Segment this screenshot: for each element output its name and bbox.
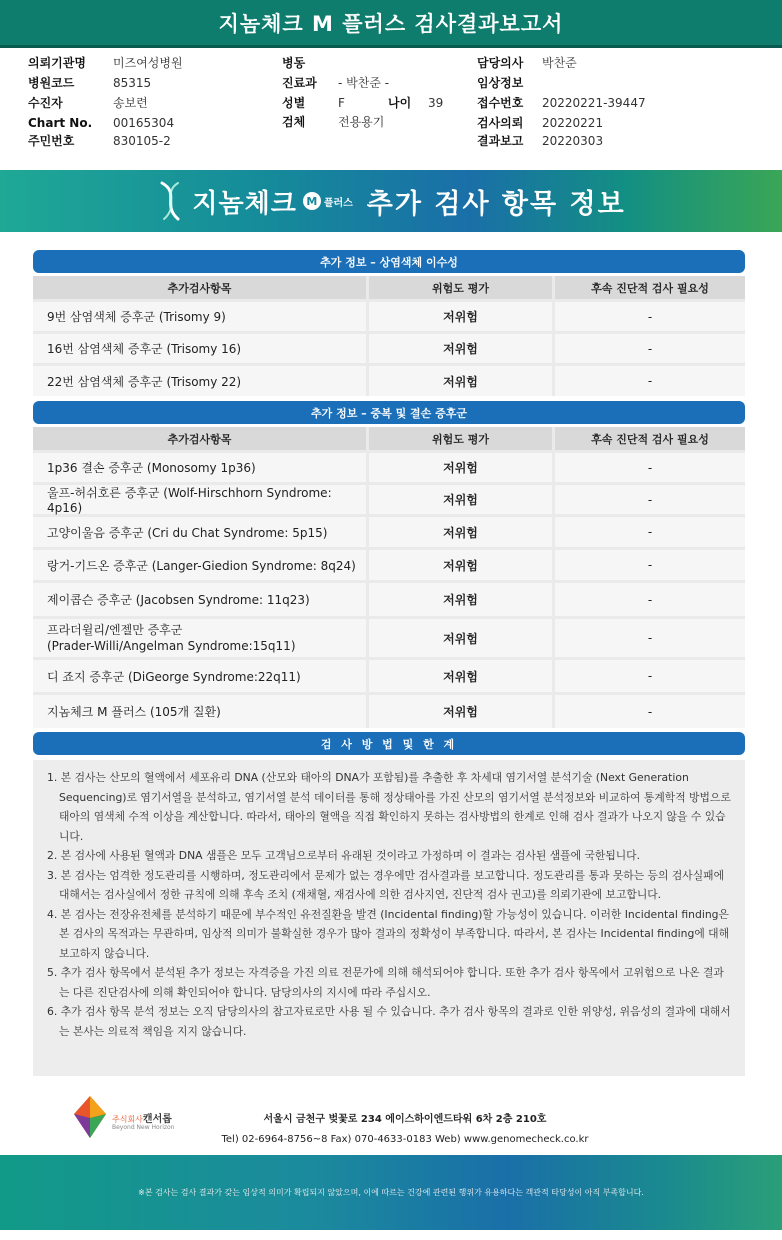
table-header-followup: 후속 진단적 검사 필요성	[555, 427, 745, 450]
table-header-item: 추가검사항목	[33, 276, 366, 299]
info-resident-no: 주민번호 830105-2	[28, 134, 171, 148]
table-row-followup: -	[555, 453, 745, 482]
company-tagline: Beyond New Horizon	[112, 1124, 175, 1131]
report-title: 지놈체크 M 플러스 검사결과보고서	[218, 11, 564, 36]
table-row-risk: 저위험	[369, 660, 552, 692]
banner-plus-text: 플러스	[323, 197, 353, 209]
table-row-followup: -	[555, 583, 745, 616]
table-row-followup: -	[555, 485, 745, 514]
company-logo-icon	[72, 1094, 108, 1140]
table-row-name: 9번 삼염색체 증후군 (Trisomy 9)	[33, 302, 366, 331]
table-row-risk: 저위험	[369, 619, 552, 657]
company-name: 캔서롭	[142, 1114, 172, 1125]
table-row-risk: 저위험	[369, 366, 552, 396]
company-logo	[72, 1092, 192, 1142]
patient-info	[0, 54, 782, 154]
info-clinical: 임상정보	[477, 76, 524, 90]
section1-header: 추가 정보 – 상염색체 이수성	[33, 250, 745, 273]
banner-title: 추가 검사 항목 정보	[366, 188, 626, 220]
info-receipt-no: 접수번호 20220221-39447	[477, 96, 646, 110]
section2-table	[33, 427, 745, 728]
info-chart-no: Chart No. 00165304	[28, 116, 175, 130]
info-sex: 성별 F	[282, 96, 345, 110]
table-row-name: 프라더윌리/엔젤만 증후군 (Prader-Willi/Angelman Syndrome:15q11)	[33, 619, 366, 657]
table-row-name: 울프-허쉬호른 증후군 (Wolf-Hirschhorn Syndrome: 4p16)	[33, 485, 366, 514]
table-row-name: 지놈체크 M 플러스 (105개 질환)	[33, 695, 366, 728]
table-row-name: 22번 삼염색체 증후군 (Trisomy 22)	[33, 366, 366, 396]
section1-table	[33, 276, 745, 396]
banner-logo-text: 지놈체크	[192, 188, 297, 219]
table-header-risk: 위험도 평가	[369, 276, 552, 299]
table-row-followup: -	[555, 366, 745, 396]
table-header-followup: 후속 진단적 검사 필요성	[555, 276, 745, 299]
table-row-risk: 저위험	[369, 695, 552, 728]
table-row-risk: 저위험	[369, 453, 552, 482]
info-hospital-code: 병원코드 85315	[28, 76, 152, 90]
section2-header: 추가 정보 – 중복 및 결손 증후군	[33, 401, 745, 424]
disclaimer-text: ※본 검사는 검사 결과가 갖는 임상적 의미가 확립되지 않았으며, 이에 따르는 건강에 관련된 행위가 유용하다는 객관적 타당성이 아직 부족합니다.	[138, 1188, 644, 1197]
table-row-followup: -	[555, 550, 745, 580]
footer-contact: Tel) 02-6964-8756~8 Fax) 070-4633-0183 Web) www.genomecheck.co.kr	[221, 1134, 589, 1145]
info-age: 나이 39	[388, 96, 444, 110]
report-title-bar	[0, 0, 782, 48]
info-doctor: 담당의사 박찬준	[477, 56, 577, 70]
table-header-item: 추가검사항목	[33, 427, 366, 450]
table-row-followup: -	[555, 695, 745, 728]
section-banner	[0, 170, 782, 232]
footer-address-block	[195, 1110, 615, 1150]
info-report-date: 결과보고 20220303	[477, 134, 604, 148]
table-row-risk: 저위험	[369, 485, 552, 514]
footer-address: 서울시 금천구 벚꽃로 234 에이스하이엔드타워 6차 2층 210호	[263, 1114, 547, 1125]
table-row-followup: -	[555, 334, 745, 363]
methods-item: 4. 본 검사는 전장유전체를 분석하기 때문에 부수적인 유전질환을 발견 (Incidental finding)할 가능성이 있습니다. 이러한 Incidental finding은 본 검사의 목적과는 무관하며, 임상적 의미가 불확실한 경우가 많아 결과의 정확성이 부족합니다. 따라서, 본 검사는 Incidental finding에 대해 보고하지 않습니다.	[47, 907, 730, 960]
info-specimen: 검체 전용용기	[282, 115, 385, 129]
methods-item: 5. 추가 검사 항목에서 분석된 추가 정보는 자격증을 가진 의료 전문가에 의해 해석되어야 합니다. 또한 추가 검사 항목에서 고위험으로 나온 결과는 다른 진단검사에 의해 확인되어야 합니다. 담당의사의 지시에 따라 주십시오.	[47, 966, 724, 999]
company-prefix: 주식회사	[112, 1115, 143, 1124]
info-department: 진료과 - 박찬준 -	[282, 76, 390, 90]
disclaimer-band	[0, 1155, 782, 1230]
table-row-followup: -	[555, 619, 745, 657]
info-institution: 의뢰기관명 미즈여성병원	[28, 56, 183, 70]
table-row-followup: -	[555, 517, 745, 547]
table-row-name: 고양이울음 증후군 (Cri du Chat Syndrome: 5p15)	[33, 517, 366, 547]
info-request-date: 검사의뢰 20220221	[477, 116, 604, 130]
methods-list	[33, 760, 745, 1076]
table-row-name: 랑거-기드온 증후군 (Langer-Giedion Syndrome: 8q24)	[33, 550, 366, 580]
info-patient: 수진자 송보련	[28, 96, 148, 110]
table-row-name: 제이콥슨 증후군 (Jacobsen Syndrome: 11q23)	[33, 583, 366, 616]
methods-header: 검 사 방 법 및 한 계	[33, 732, 745, 755]
table-row-risk: 저위험	[369, 550, 552, 580]
methods-item: 3. 본 검사는 엄격한 정도관리를 시행하며, 정도관리에서 문제가 없는 경우에만 검사결과를 보고합니다. 정도관리를 통과 못하는 등의 검사실패에 대해서는 검사실에서 정한 규칙에 의해 후속 조치 (재채혈, 재검사에 의한 검사지연, 진단적 검사 권고)를 의뢰기관에 보고합니다.	[47, 868, 724, 901]
banner-m-badge: M	[303, 192, 321, 210]
table-row-name: 1p36 결손 증후군 (Monosomy 1p36)	[33, 453, 366, 482]
dna-helix-icon	[156, 179, 186, 223]
methods-item: 6. 추가 검사 항목 분석 정보는 오직 담당의사의 참고자료로만 사용 될 수 있습니다. 추가 검사 항목의 결과로 인한 위양성, 위음성의 결과에 대해서는 본사는 의료적 책임을 지지 않습니다.	[47, 1005, 731, 1038]
methods-item: 1. 본 검사는 산모의 혈액에서 세포유리 DNA (산모와 태아의 DNA가 포함됨)를 추출한 후 차세대 염기서열 분석기술 (Next Generation Sequencing)로 염기서열을 분석하고, 염기서열 분석 데이터를 통해 정상태아를 가진 산모의 염기서열 분석정보와 비교하여 통계학적 방법으로 태아의 염색체 수적 이상을 계산합니다. 따라서, 태아의 혈액을 직접 확인하지 못하는 검사방법의 한계로 인해 검사 결과가 나오지 않을 수 있습니다.	[47, 771, 731, 843]
methods-item: 2. 본 검사에 사용된 혈액과 DNA 샘플은 모두 고객님으로부터 유래된 것이라고 가정하며 이 결과는 검사된 샘플에 국한됩니다.	[47, 849, 641, 862]
table-row-name: 디 죠지 증후군 (DiGeorge Syndrome:22q11)	[33, 660, 366, 692]
table-row-name: 16번 삼염색체 증후군 (Trisomy 16)	[33, 334, 366, 363]
table-header-risk: 위험도 평가	[369, 427, 552, 450]
table-row-risk: 저위험	[369, 583, 552, 616]
table-row-risk: 저위험	[369, 517, 552, 547]
table-row-risk: 저위험	[369, 302, 552, 331]
table-row-risk: 저위험	[369, 334, 552, 363]
table-row-followup: -	[555, 660, 745, 692]
info-ward: 병동	[282, 56, 306, 70]
table-row-followup: -	[555, 302, 745, 331]
